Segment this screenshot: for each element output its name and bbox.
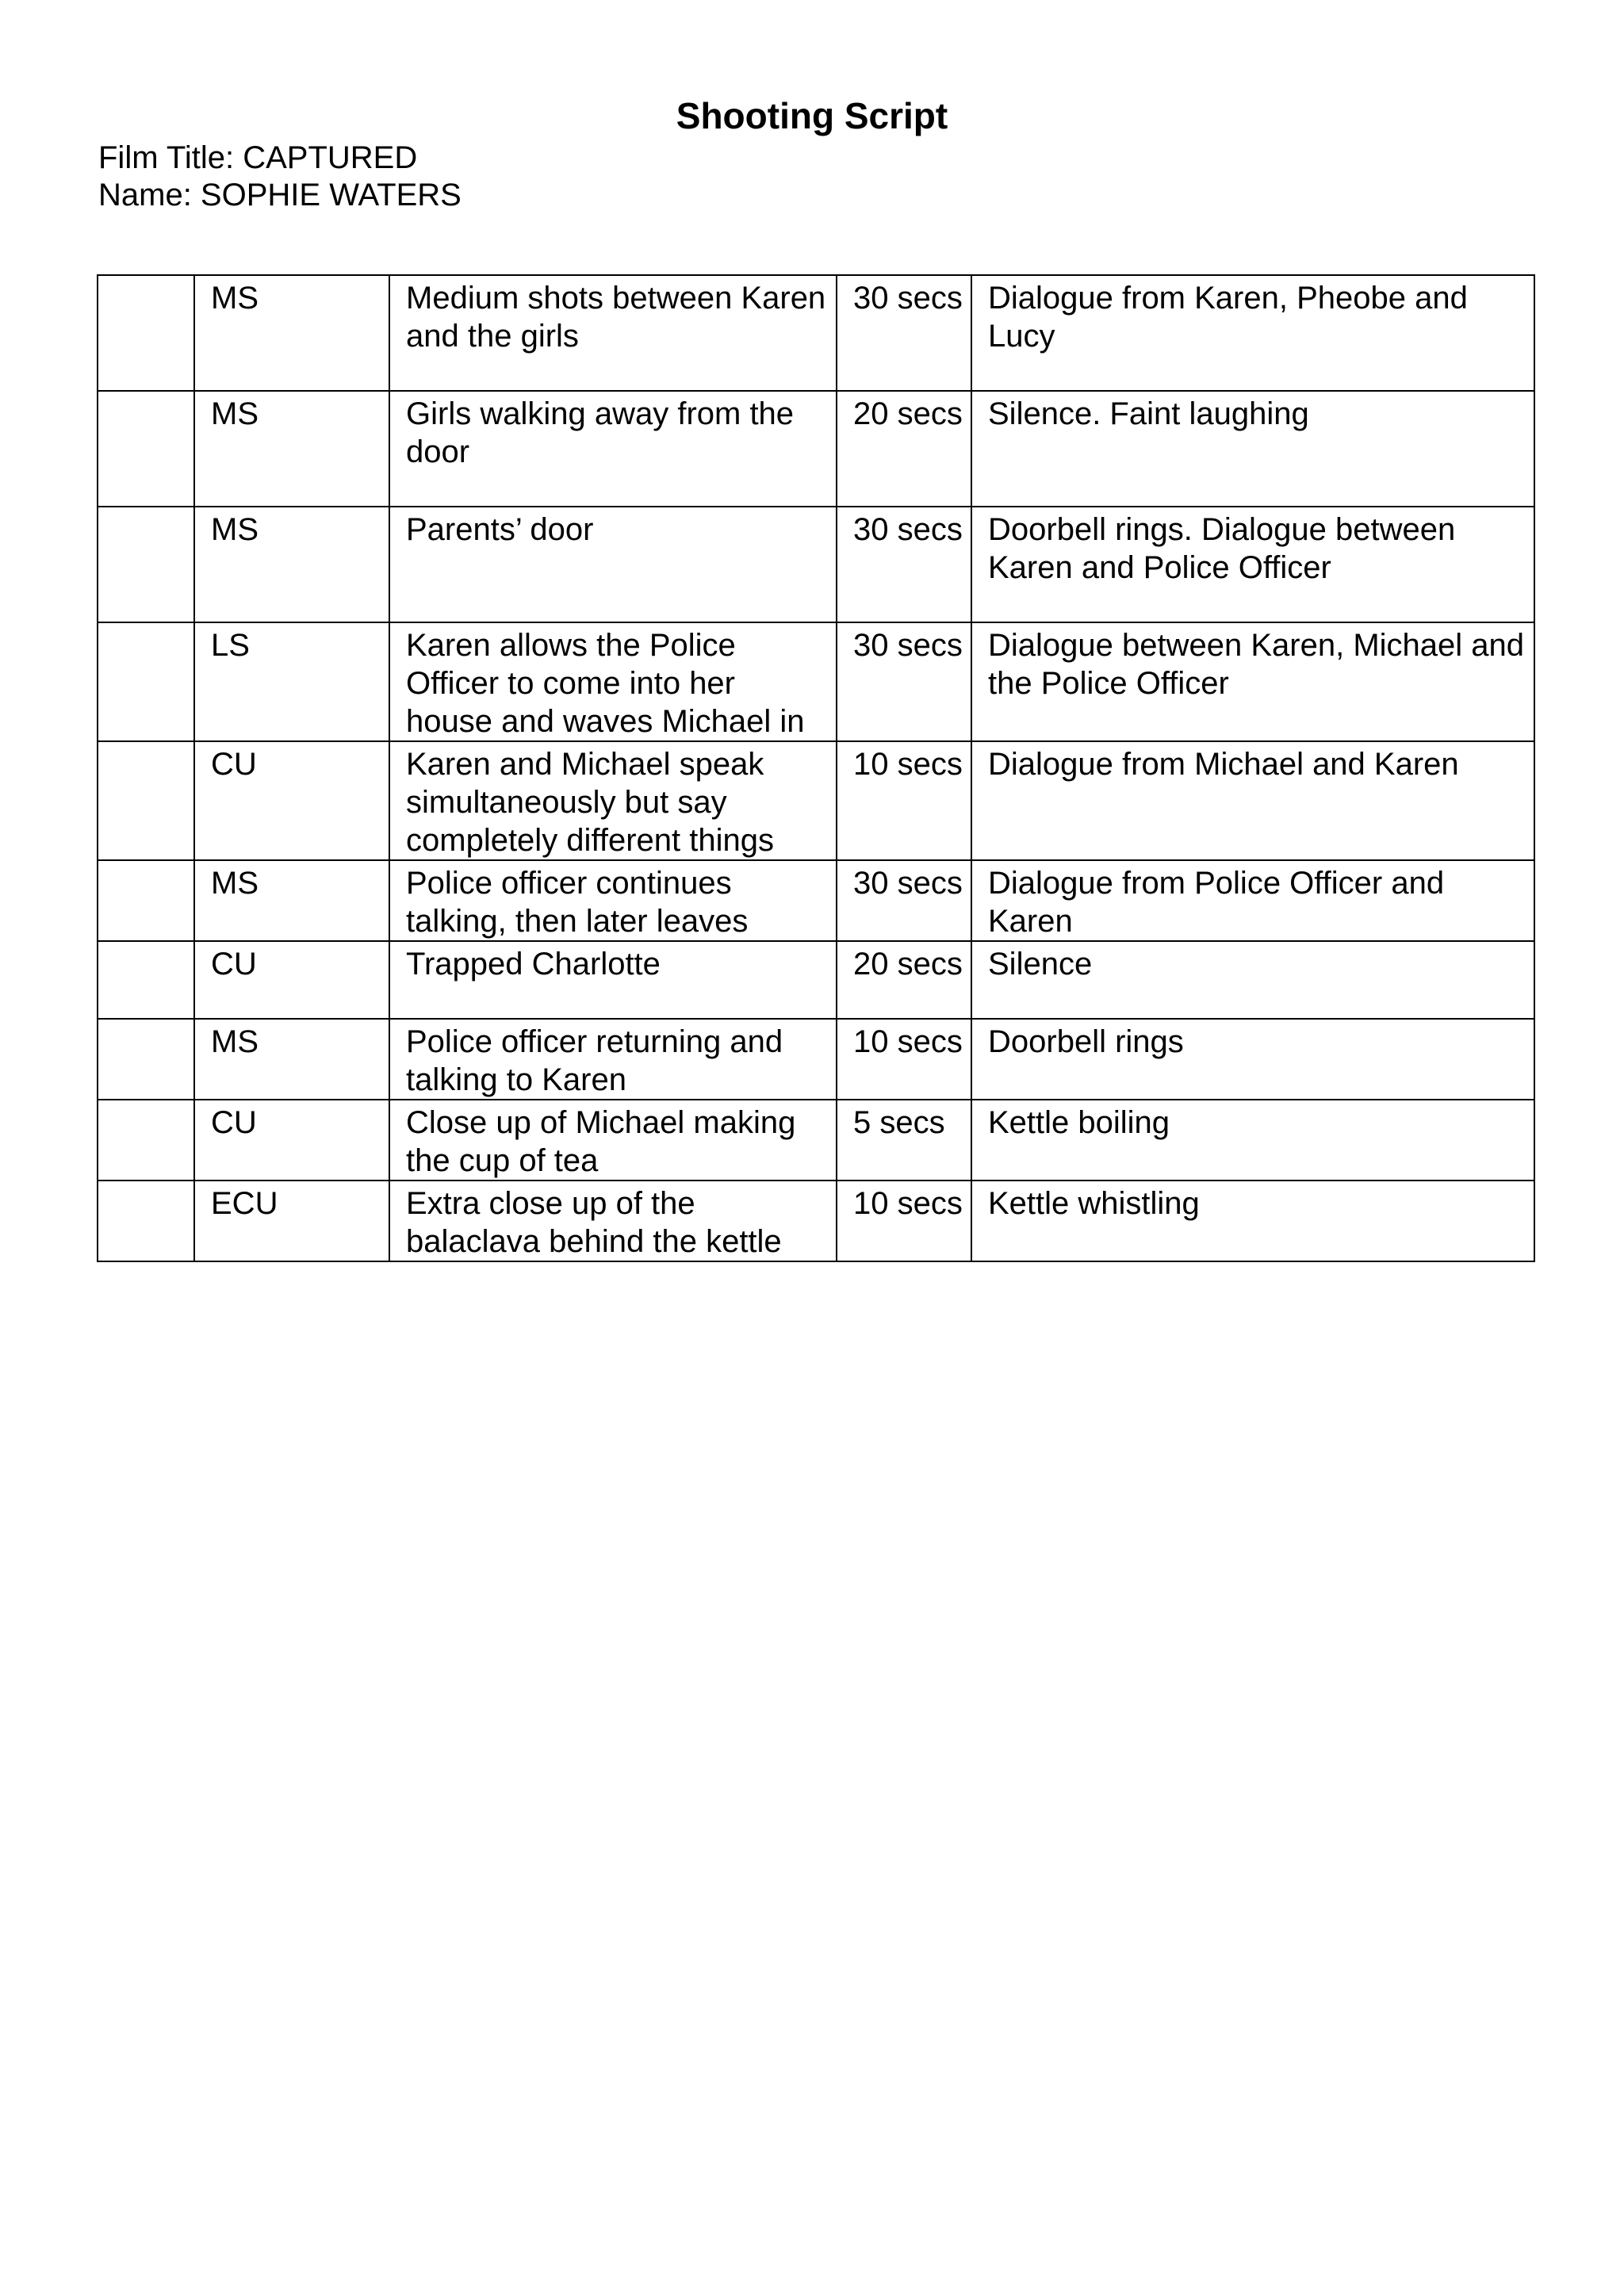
cell-description: Police officer returning and talking to Karen [389, 1019, 837, 1100]
cell-sound: Kettle whistling [971, 1181, 1534, 1261]
cell-sound: Silence. Faint laughing [971, 391, 1534, 507]
cell-sound: Dialogue from Police Officer and Karen [971, 860, 1534, 941]
cell-description: Parents’ door [389, 507, 837, 622]
cell-description: Close up of Michael making the cup of tea [389, 1100, 837, 1181]
shooting-script-table [97, 274, 1535, 1262]
cell-description: Karen allows the Police Officer to come into her house and waves Michael in [389, 622, 837, 741]
cell-sound: Kettle boiling [971, 1100, 1534, 1181]
cell-shot-type: MS [194, 391, 389, 507]
cell-shot-type: CU [194, 941, 389, 1019]
cell-shot-type: LS [194, 622, 389, 741]
cell-description: Karen and Michael speak simultaneously but say completely different things [389, 741, 837, 860]
cell-duration: 10 secs [837, 1019, 971, 1100]
table-row [98, 941, 1534, 1019]
cell-shot-number [98, 860, 194, 941]
cell-shot-number [98, 1100, 194, 1181]
cell-sound: Doorbell rings. Dialogue between Karen and Police Officer [971, 507, 1534, 622]
cell-shot-number [98, 1181, 194, 1261]
cell-description: Girls walking away from the door [389, 391, 837, 507]
cell-shot-number [98, 941, 194, 1019]
cell-sound: Dialogue from Michael and Karen [971, 741, 1534, 860]
document-meta [98, 140, 462, 214]
table-row [98, 507, 1534, 622]
cell-sound: Dialogue from Karen, Pheobe and Lucy [971, 275, 1534, 391]
cell-duration: 10 secs [837, 1181, 971, 1261]
cell-shot-number [98, 622, 194, 741]
cell-shot-number [98, 1019, 194, 1100]
table-row [98, 741, 1534, 860]
cell-duration: 30 secs [837, 507, 971, 622]
table-row [98, 391, 1534, 507]
cell-shot-number [98, 275, 194, 391]
cell-duration: 20 secs [837, 391, 971, 507]
cell-duration: 5 secs [837, 1100, 971, 1181]
table-row [98, 1100, 1534, 1181]
document-title: Shooting Script [676, 95, 948, 136]
table-row [98, 275, 1534, 391]
cell-description: Police officer continues talking, then later leaves [389, 860, 837, 941]
cell-shot-type: ECU [194, 1181, 389, 1261]
cell-shot-number [98, 741, 194, 860]
cell-shot-type: CU [194, 741, 389, 860]
cell-duration: 30 secs [837, 622, 971, 741]
cell-shot-type: CU [194, 1100, 389, 1181]
film-title-line: Film Title: CAPTURED [98, 140, 418, 175]
author-name-line: Name: SOPHIE WATERS [98, 178, 462, 212]
cell-shot-type: MS [194, 275, 389, 391]
cell-sound: Dialogue between Karen, Michael and the Police Officer [971, 622, 1534, 741]
table-row [98, 1181, 1534, 1261]
cell-sound: Doorbell rings [971, 1019, 1534, 1100]
cell-duration: 30 secs [837, 275, 971, 391]
cell-shot-number [98, 507, 194, 622]
table-row [98, 1019, 1534, 1100]
cell-duration: 30 secs [837, 860, 971, 941]
cell-sound: Silence [971, 941, 1534, 1019]
cell-description: Extra close up of the balaclava behind the kettle [389, 1181, 837, 1261]
cell-description: Trapped Charlotte [389, 941, 837, 1019]
cell-shot-type: MS [194, 860, 389, 941]
cell-duration: 10 secs [837, 741, 971, 860]
cell-shot-number [98, 391, 194, 507]
cell-shot-type: MS [194, 1019, 389, 1100]
cell-description: Medium shots between Karen and the girls [389, 275, 837, 391]
cell-duration: 20 secs [837, 941, 971, 1019]
cell-shot-type: MS [194, 507, 389, 622]
table-row [98, 860, 1534, 941]
table-row [98, 622, 1534, 741]
